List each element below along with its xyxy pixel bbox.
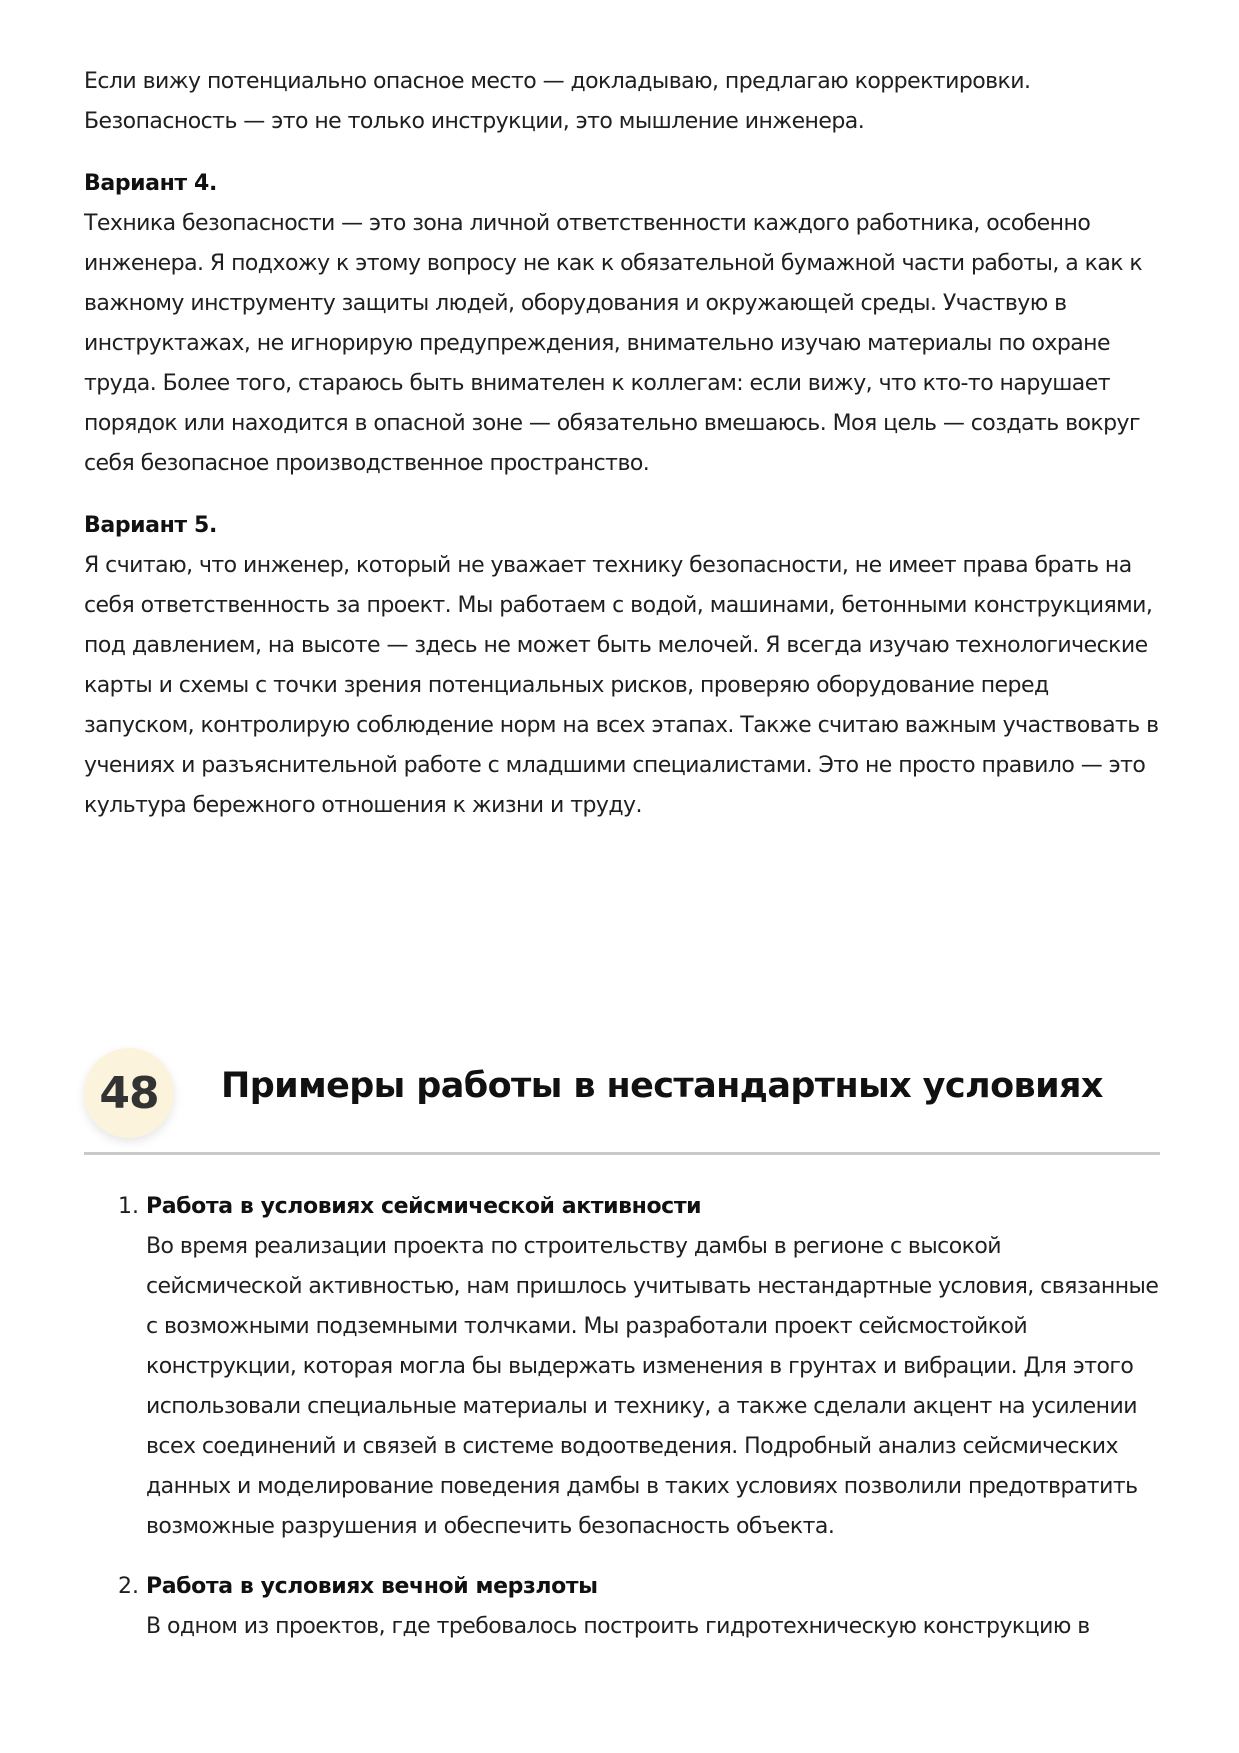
- list-item-title: Работа в условиях вечной мерзлоты: [146, 1574, 598, 1599]
- list-item-number: 2.: [118, 1574, 139, 1599]
- list-item-text: Во время реализации проекта по строительству дамбы в регионе с высокой сейсмической активностью, нам пришлось учитывать нестандартные условия, связанные с возможными подземными толчками. Мы разработали проект сейсмостойкой конструкции, которая могла бы выдержать изменения в грунтах и вибрации. Для этого использовали специальные материалы и технику, а также сделали акцент на усилении всех соединений и связей в системе водоотведения. Подробный анализ сейсмических данных и моделирование поведения дамбы в таких условиях позволили предотвратить возможные разрушения и обеспечить безопасность объекта.: [146, 1234, 1159, 1539]
- section-number-badge: 48: [84, 1048, 174, 1138]
- variant-block-5: [84, 506, 1160, 826]
- section-48: [84, 1048, 1160, 1667]
- list-item: [84, 1567, 1160, 1647]
- list-item-number: 1.: [118, 1194, 139, 1219]
- variant-title: Вариант 4.: [84, 171, 217, 196]
- list-item: [84, 1187, 1160, 1547]
- list-item-title: Работа в условиях сейсмической активности: [146, 1194, 702, 1219]
- list-item-text: В одном из проектов, где требовалось построить гидротехническую конструкцию в: [146, 1614, 1090, 1639]
- variant-block-4: [84, 164, 1160, 484]
- document-body: [84, 62, 1160, 826]
- examples-list: [84, 1187, 1160, 1647]
- section-header: [84, 1048, 1160, 1155]
- variant-text: Техника безопасности — это зона личной ответственности каждого работника, особенно инженера. Я подхожу к этому вопросу не как к обязательной бумажной части работы, а как к важному инструменту защиты людей, оборудования и окружающей среды. Участвую в инструктажах, не игнорирую предупреждения, внимательно изучаю материалы по охране труда. Более того, стараюсь быть внимателен к коллегам: если вижу, что кто-то нарушает порядок или находится в опасной зоне — обязательно вмешаюсь. Моя цель — создать вокруг себя безопасное производственное пространство.: [84, 211, 1143, 476]
- variant-text: Я считаю, что инженер, который не уважает технику безопасности, не имеет права брать на себя ответственность за проект. Мы работаем с водой, машинами, бетонными конструкциями, под давлением, на высоте — здесь не может быть мелочей. Я всегда изучаю технологические карты и схемы с точки зрения потенциальных рисков, проверяю оборудование перед запуском, контролирую соблюдение норм на всех этапах. Также считаю важным участвовать в учениях и разъяснительной работе с младшими специалистами. Это не просто правило — это культура бережного отношения к жизни и труду.: [84, 553, 1159, 818]
- variant-title: Вариант 5.: [84, 513, 217, 538]
- section-title: Примеры работы в нестандартных условиях: [221, 1066, 1103, 1106]
- intro-paragraph: Если вижу потенциально опасное место — докладываю, предлагаю корректировки. Безопасность — это не только инструкции, это мышление инженера.: [84, 69, 1031, 134]
